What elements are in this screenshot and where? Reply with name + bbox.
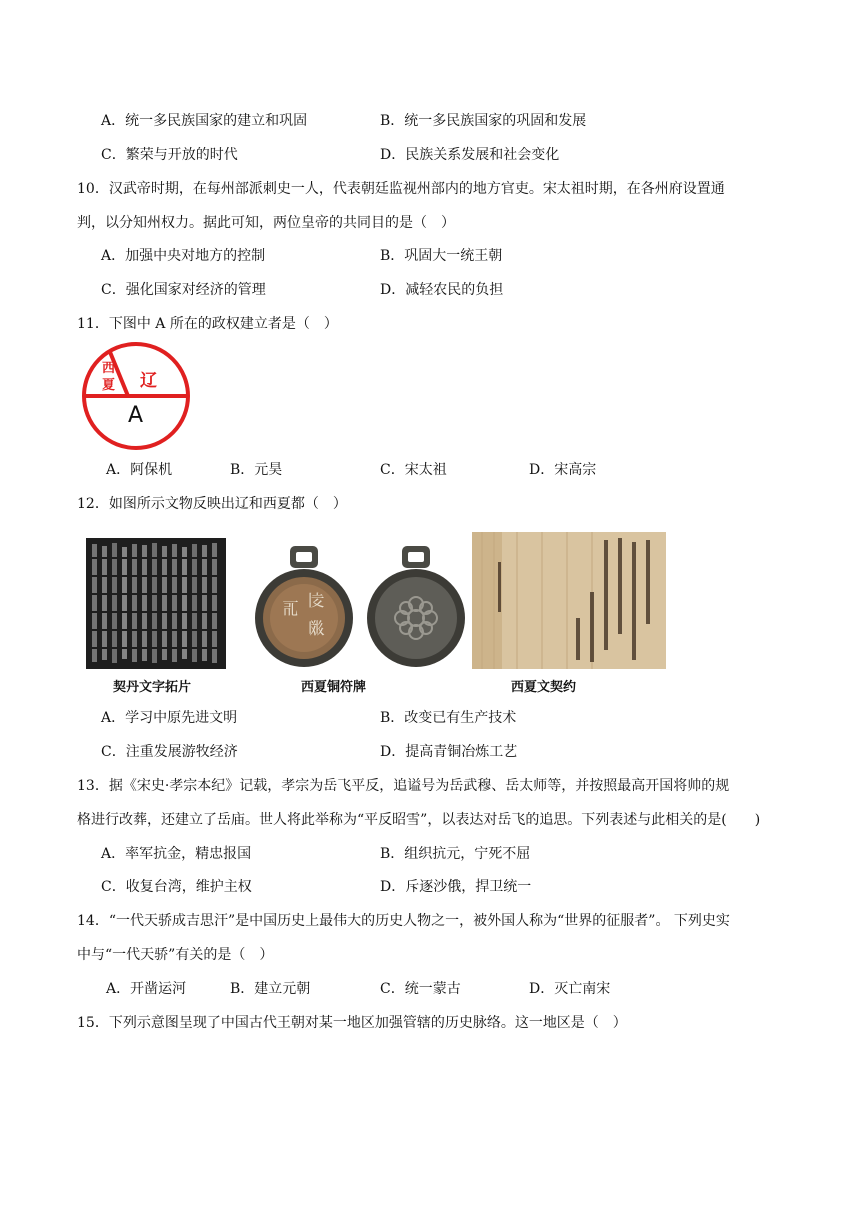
xixia-contract-image bbox=[472, 532, 666, 669]
q14-option-b: B．建立元朝 bbox=[230, 981, 311, 997]
q14-option-c: C．统一蒙古 bbox=[380, 981, 461, 997]
q13-option-c: C．收复台湾，维护主权 bbox=[101, 879, 252, 895]
q13-stem-line2: 格进行改葬，还建立了岳庙。世人将此举称为“平反昭雪”，以表达对岳飞的追思。下列表述与此相关的是( ) bbox=[77, 812, 761, 828]
q10-option-c: C．强化国家对经济的管理 bbox=[101, 282, 266, 298]
xixia-tally-back-image bbox=[364, 544, 468, 669]
svg-text:𗀀: 𗀀 bbox=[282, 599, 299, 619]
q10-stem-line1: 10．汉武帝时期，在每州部派刺史一人，代表朝廷监视州部内的地方官吏。宋太祖时期，在各州府设置通 bbox=[77, 181, 725, 197]
q12-option-a: A．学习中原先进文明 bbox=[101, 710, 238, 726]
q12-option-c: C．注重发展游牧经济 bbox=[101, 744, 238, 760]
q10-stem-line2: 判，以分知州权力。据此可知，两位皇帝的共同目的是（ ） bbox=[77, 215, 455, 231]
q13-option-b: B．组织抗元，宁死不屈 bbox=[380, 846, 531, 862]
q9-option-c: C．繁荣与开放的时代 bbox=[101, 147, 238, 163]
q10-option-b: B．巩固大一统王朝 bbox=[380, 248, 503, 264]
caption-xixia-contract: 西夏文契约 bbox=[511, 680, 577, 695]
q11-option-c: C．宋太祖 bbox=[380, 462, 447, 478]
q11-option-b: B．元昊 bbox=[230, 462, 283, 478]
q15-stem: 15．下列示意图呈现了中国古代王朝对某一地区加强管辖的历史脉络。这一地区是（ ） bbox=[77, 1015, 627, 1031]
q9-option-d: D．民族关系发展和社会变化 bbox=[380, 147, 560, 163]
q9-option-b: B．统一多民族国家的巩固和发展 bbox=[380, 113, 587, 129]
q13-stem-line1: 13．据《宋史·孝宗本纪》记载，孝宗为岳飞平反，追谥号为岳武穆、岳太师等，并按照最高开国将帅的规 bbox=[77, 778, 730, 794]
khitan-rubbing-image bbox=[86, 538, 226, 669]
q9-option-a: A．统一多民族国家的建立和巩固 bbox=[101, 113, 308, 129]
q14-option-d: D．灭亡南宋 bbox=[529, 981, 611, 997]
diagram-label-xixia-1: 西 bbox=[102, 361, 116, 376]
svg-text:𗂂: 𗂂 bbox=[308, 619, 325, 639]
q13-option-d: D．斥逐沙俄，捍卫统一 bbox=[380, 879, 532, 895]
q12-stem: 12．如图所示文物反映出辽和西夏都（ ） bbox=[77, 496, 347, 512]
q11-regime-diagram bbox=[80, 340, 192, 452]
diagram-label-liao: 辽 bbox=[140, 371, 157, 391]
q10-option-a: A．加强中央对地方的控制 bbox=[101, 248, 266, 264]
diagram-label-xixia-2: 夏 bbox=[102, 378, 116, 393]
q10-option-d: D．减轻农民的负担 bbox=[380, 282, 504, 298]
xixia-tally-front-image bbox=[252, 544, 356, 669]
q11-stem: 11．下图中 A 所在的政权建立者是（ ） bbox=[77, 316, 338, 332]
caption-xixia-tally: 西夏铜符牌 bbox=[301, 680, 367, 695]
caption-khitan-rubbing: 契丹文字拓片 bbox=[113, 680, 192, 695]
q12-option-d: D．提高青铜冶炼工艺 bbox=[380, 744, 518, 760]
q14-stem-line2: 中与“一代天骄”有关的是（ ） bbox=[77, 947, 274, 963]
q12-option-b: B．改变已有生产技术 bbox=[380, 710, 517, 726]
diagram-label-a: A bbox=[128, 403, 144, 428]
q14-option-a: A．开凿运河 bbox=[106, 981, 187, 997]
q11-option-d: D．宋高宗 bbox=[529, 462, 597, 478]
svg-text:𗁁: 𗁁 bbox=[308, 591, 325, 611]
q14-stem-line1: 14．“一代天骄成吉思汗”是中国历史上最伟大的历史人物之一，被外国人称为“世界的征服者”。 下列史实 bbox=[77, 913, 730, 929]
q11-option-a: A．阿保机 bbox=[106, 462, 173, 478]
q13-option-a: A．率军抗金，精忠报国 bbox=[101, 846, 252, 862]
